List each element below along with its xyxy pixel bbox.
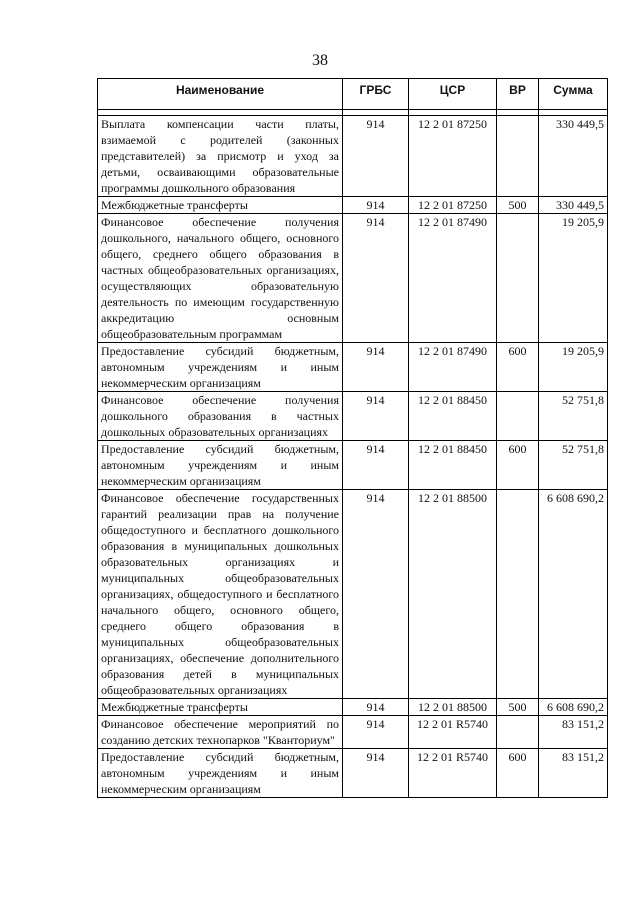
- cell-grbs: 914: [343, 699, 409, 716]
- header-name: Наименование: [98, 79, 343, 110]
- cell-csr: 12 2 01 87250: [409, 116, 497, 197]
- cell-sum: 52 751,8: [539, 392, 608, 441]
- table-row: [98, 749, 608, 798]
- cell-csr: 12 2 01 87490: [409, 343, 497, 392]
- cell-vr: [497, 392, 539, 441]
- cell-csr: 12 2 01 88450: [409, 392, 497, 441]
- cell-vr: [497, 214, 539, 343]
- cell-name: Финансовое обеспечение получения дошкольного образования в частных дошкольных образовательных организациях: [98, 392, 343, 441]
- cell-sum: 6 608 690,2: [539, 699, 608, 716]
- header-vr: ВР: [497, 79, 539, 110]
- cell-vr: 600: [497, 441, 539, 490]
- cell-grbs: 914: [343, 716, 409, 749]
- cell-csr: 12 2 01 87490: [409, 214, 497, 343]
- table-row: [98, 490, 608, 699]
- cell-grbs: 914: [343, 392, 409, 441]
- cell-sum: 52 751,8: [539, 441, 608, 490]
- cell-name: Межбюджетные трансферты: [98, 197, 343, 214]
- cell-vr: [497, 716, 539, 749]
- cell-csr: 12 2 01 R5740: [409, 716, 497, 749]
- cell-sum: 83 151,2: [539, 716, 608, 749]
- cell-vr: 500: [497, 197, 539, 214]
- cell-csr: 12 2 01 88450: [409, 441, 497, 490]
- cell-name: Финансовое обеспечение получения дошкольного, начального общего, основного общего, среднего общего образования в частных общеобразовательных организациях, осуществляющих образовательную деятельность по имеющим государственную аккредитацию основным общеобразовательным программам: [98, 214, 343, 343]
- cell-name: Межбюджетные трансферты: [98, 699, 343, 716]
- budget-table: [97, 78, 608, 798]
- page-number: 38: [312, 52, 328, 69]
- table-row: [98, 343, 608, 392]
- header-grbs: ГРБС: [343, 79, 409, 110]
- cell-sum: 6 608 690,2: [539, 490, 608, 699]
- cell-grbs: 914: [343, 116, 409, 197]
- cell-grbs: 914: [343, 343, 409, 392]
- cell-name: Выплата компенсации части платы, взимаемой с родителей (законных представителей) за присмотр и уход за детьми, осваивающими образовательные программы дошкольного образования: [98, 116, 343, 197]
- cell-vr: 600: [497, 749, 539, 798]
- table-row: [98, 716, 608, 749]
- cell-sum: 19 205,9: [539, 343, 608, 392]
- cell-csr: 12 2 01 88500: [409, 699, 497, 716]
- table-row: [98, 441, 608, 490]
- cell-name: Финансовое обеспечение государственных гарантий реализации прав на получение общедоступного и бесплатного дошкольного образования в муниципальных дошкольных образовательных организациях и муниципальных общеобразовательных организациях, общедоступного и бесплатного начального общего, основного общего, среднего общего образования в муниципальных общеобразовательных организациях, обеспечение дополнительного образования детей в муниципальных общеобразовательных организациях: [98, 490, 343, 699]
- cell-name: Предоставление субсидий бюджетным, автономным учреждениям и иным некоммерческим организациям: [98, 749, 343, 798]
- cell-name: Предоставление субсидий бюджетным, автономным учреждениям и иным некоммерческим организациям: [98, 441, 343, 490]
- table-row: [98, 116, 608, 197]
- table-row: [98, 214, 608, 343]
- cell-vr: 600: [497, 343, 539, 392]
- header-csr: ЦСР: [409, 79, 497, 110]
- cell-grbs: 914: [343, 214, 409, 343]
- table-row: [98, 699, 608, 716]
- cell-sum: 19 205,9: [539, 214, 608, 343]
- table-body: [98, 110, 608, 798]
- cell-vr: [497, 116, 539, 197]
- table-row: [98, 197, 608, 214]
- cell-sum: 330 449,5: [539, 116, 608, 197]
- cell-csr: 12 2 01 88500: [409, 490, 497, 699]
- cell-grbs: 914: [343, 441, 409, 490]
- cell-csr: 12 2 01 87250: [409, 197, 497, 214]
- cell-csr: 12 2 01 R5740: [409, 749, 497, 798]
- cell-sum: 83 151,2: [539, 749, 608, 798]
- table-row: [98, 392, 608, 441]
- table-header-row: [98, 79, 608, 110]
- header-sum: Сумма: [539, 79, 608, 110]
- cell-sum: 330 449,5: [539, 197, 608, 214]
- cell-grbs: 914: [343, 197, 409, 214]
- cell-name: Финансовое обеспечение мероприятий по созданию детских технопарков "Кванториум": [98, 716, 343, 749]
- cell-name: Предоставление субсидий бюджетным, автономным учреждениям и иным некоммерческим организациям: [98, 343, 343, 392]
- cell-vr: [497, 490, 539, 699]
- cell-grbs: 914: [343, 490, 409, 699]
- cell-grbs: 914: [343, 749, 409, 798]
- cell-vr: 500: [497, 699, 539, 716]
